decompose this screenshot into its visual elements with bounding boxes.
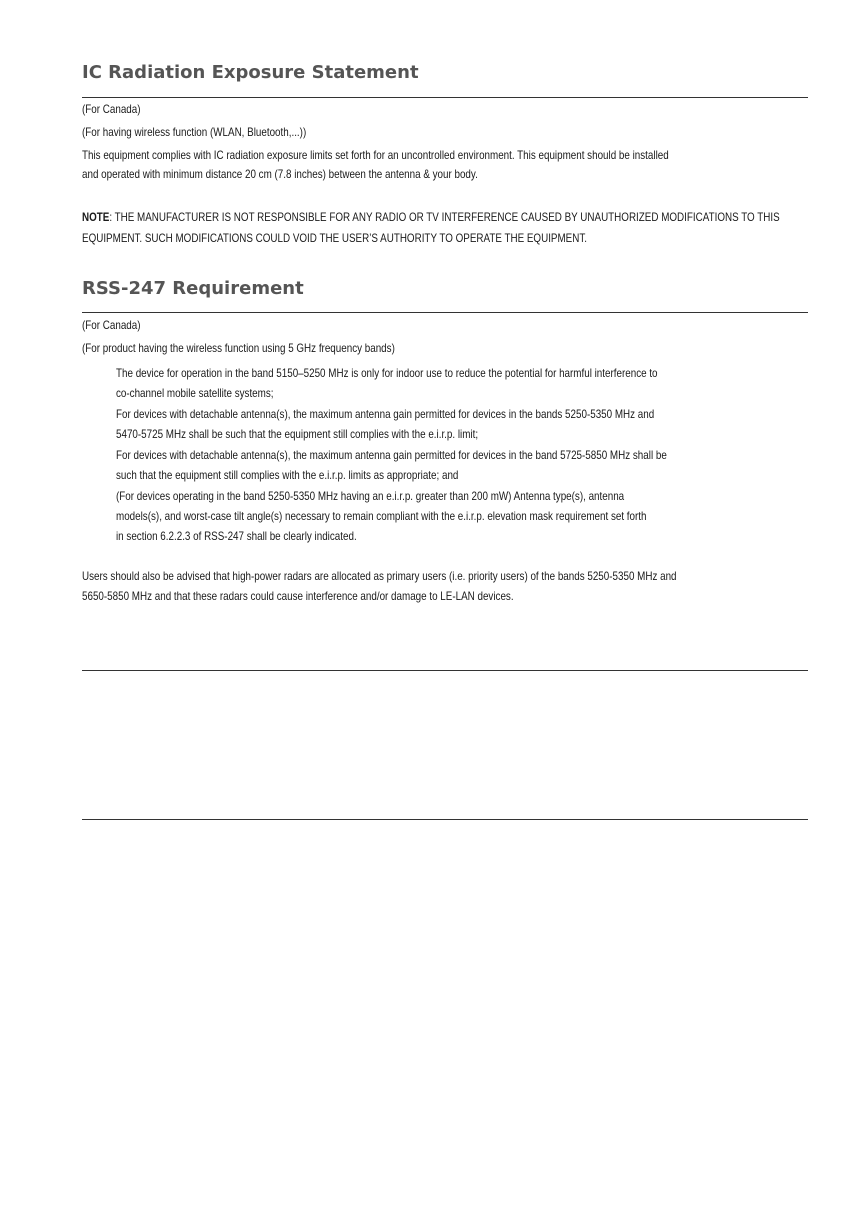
rss-item-3-line2: such that the equipment still complies with the e.i.r.p. limits as appropriate; and [116,468,459,482]
rss-item-3-line1: For devices with detachable antenna(s), the maximum antenna gain permitted for devices in the band 5725-5850 MHz shall be [116,448,667,462]
rss-item-2-line1: For devices with detachable antenna(s), the maximum antenna gain permitted for devices in the bands 5250-5350 MHz and [116,407,655,421]
rss-users-line2: 5650-5850 MHz and that these radars could cause interference and/or damage to LE-LAN devices. [82,589,514,603]
ic-section-divider [82,97,808,98]
note-text: : THE MANUFACTURER IS NOT RESPONSIBLE FOR ANY RADIO OR TV INTERFERENCE CAUSED BY UNAUTHORIZED MODIFICATIONS TO THIS [109,210,780,224]
rss-item-4-line3: in section 6.2.2.3 of RSS-247 shall be clearly indicated. [116,529,357,543]
ic-note-line2: EQUIPMENT. SUCH MODIFICATIONS COULD VOID THE USER’S AUTHORITY TO OPERATE THE EQUIPMENT. [82,231,588,245]
ic-note-line1 [82,207,780,227]
rss-for-canada: (For Canada) [82,318,141,332]
rss-item-1-line2: co-channel mobile satellite systems; [116,386,274,400]
rss-item-4-line1: (For devices operating in the band 5250-5350 MHz having an e.i.r.p. greater than 200 mW) Antenna type(s), antenna [116,489,625,503]
ic-for-canada: (For Canada) [82,102,141,116]
rss-item-2-line2: 5470-5725 MHz shall be such that the equipment still complies with the e.i.r.p. limit; [116,427,479,441]
ic-statement-line2: and operated with minimum distance 20 cm (7.8 inches) between the antenna & your body. [82,167,478,181]
rss-item-1-line1: The device for operation in the band 5150–5250 MHz is only for indoor use to reduce the potential for harmful interference to [116,366,658,380]
blank-block-top-rule [82,670,808,671]
rss-section-divider [82,312,808,313]
blank-block-bottom-rule [82,819,808,820]
rss-users-line1: Users should also be advised that high-power radars are allocated as primary users (i.e. priority users) of the bands 5250-5350 MHz and [82,569,677,583]
rss-for-product: (For product having the wireless function using 5 GHz frequency bands) [82,341,395,355]
rss-section-heading: RSS-247 Requirement [82,278,304,299]
ic-section-heading: IC Radiation Exposure Statement [82,62,419,83]
note-label: NOTE [82,210,110,224]
rss-item-4-line2: models(s), and worst-case tilt angle(s) necessary to remain compliant with the e.i.r.p. elevation mask requirement set forth [116,509,647,523]
ic-statement-line1: This equipment complies with IC radiation exposure limits set forth for an uncontrolled environment. This equipment should be installed [82,148,669,162]
ic-for-wireless: (For having wireless function (WLAN, Bluetooth,...)) [82,125,307,139]
